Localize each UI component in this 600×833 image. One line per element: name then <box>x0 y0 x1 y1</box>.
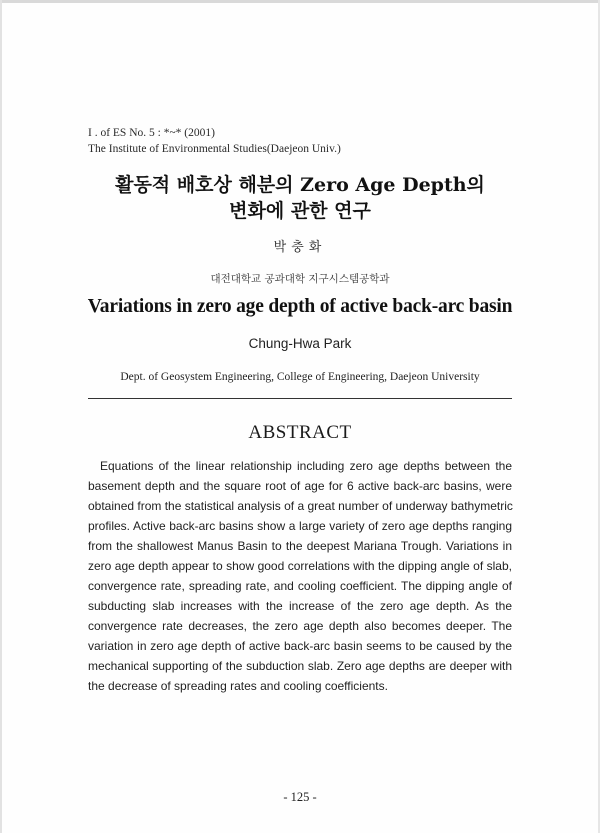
korean-author: 박충화 <box>273 240 327 255</box>
abstract-line: basement depth and the square root of age for 6 active back-arc basins, were <box>88 479 512 493</box>
journal-header <box>88 125 508 157</box>
abstract-line: the decrease of spreading rates and cooling coefficients. <box>88 679 388 693</box>
abstract-line: profiles. Active back-arc basins show a large variety of zero age depths ranging <box>88 519 512 533</box>
scan-edge-top <box>0 0 600 3</box>
abstract-line: mechanical supporting of the subduction slab. Zero age depths are deeper with <box>88 659 512 673</box>
page-number: - 125 - <box>283 790 317 804</box>
abstract-line: Equations of the linear relationship including zero age depths between the <box>100 459 512 473</box>
abstract-line: from the shallowest Manus Basin to the deepest Mariana Trough. Variations in <box>88 539 512 553</box>
korean-title-line2: 변화에 관한 연구 <box>229 200 371 222</box>
abstract-line: variation in zero age depth of active back-arc basin seems to be caused by the <box>88 639 512 653</box>
english-title: Variations in zero age depth of active back-arc basin <box>87 296 513 317</box>
korean-affiliation: 대전대학교 공과대학 지구시스템공학과 <box>210 273 390 285</box>
scan-edge-left <box>0 0 2 833</box>
abstract-line: zero age depth appear to show good correlations with the dipping angle of slab, <box>88 559 512 573</box>
institute-name: The Institute of Environmental Studies(Daejeon Univ.) <box>88 143 341 155</box>
abstract-line: convergence rate decreases, the zero age depth also becomes deeper. The <box>88 619 512 633</box>
abstract-line: convergence rate, spreading rate, and cooling coefficient. The dipping angle of <box>88 579 512 593</box>
korean-title-line1: 활동적 배호상 해분의 Zero Age Depth의 <box>115 174 485 196</box>
korean-title <box>60 172 540 224</box>
abstract-line: subducting slab increases with the increase of the zero age depth. As the <box>88 599 512 613</box>
abstract-body <box>88 456 512 696</box>
abstract-line: obtained from the statistical analysis of a great number of underway bathymetric <box>88 499 513 513</box>
english-author: Chung-Hwa Park <box>248 336 352 351</box>
abstract-heading: ABSTRACT <box>248 422 352 443</box>
english-affiliation: Dept. of Geosystem Engineering, College of Engineering, Daejeon University <box>120 371 480 383</box>
journal-citation: I . of ES No. 5 : *~* (2001) <box>88 127 215 139</box>
title-divider <box>88 398 512 399</box>
